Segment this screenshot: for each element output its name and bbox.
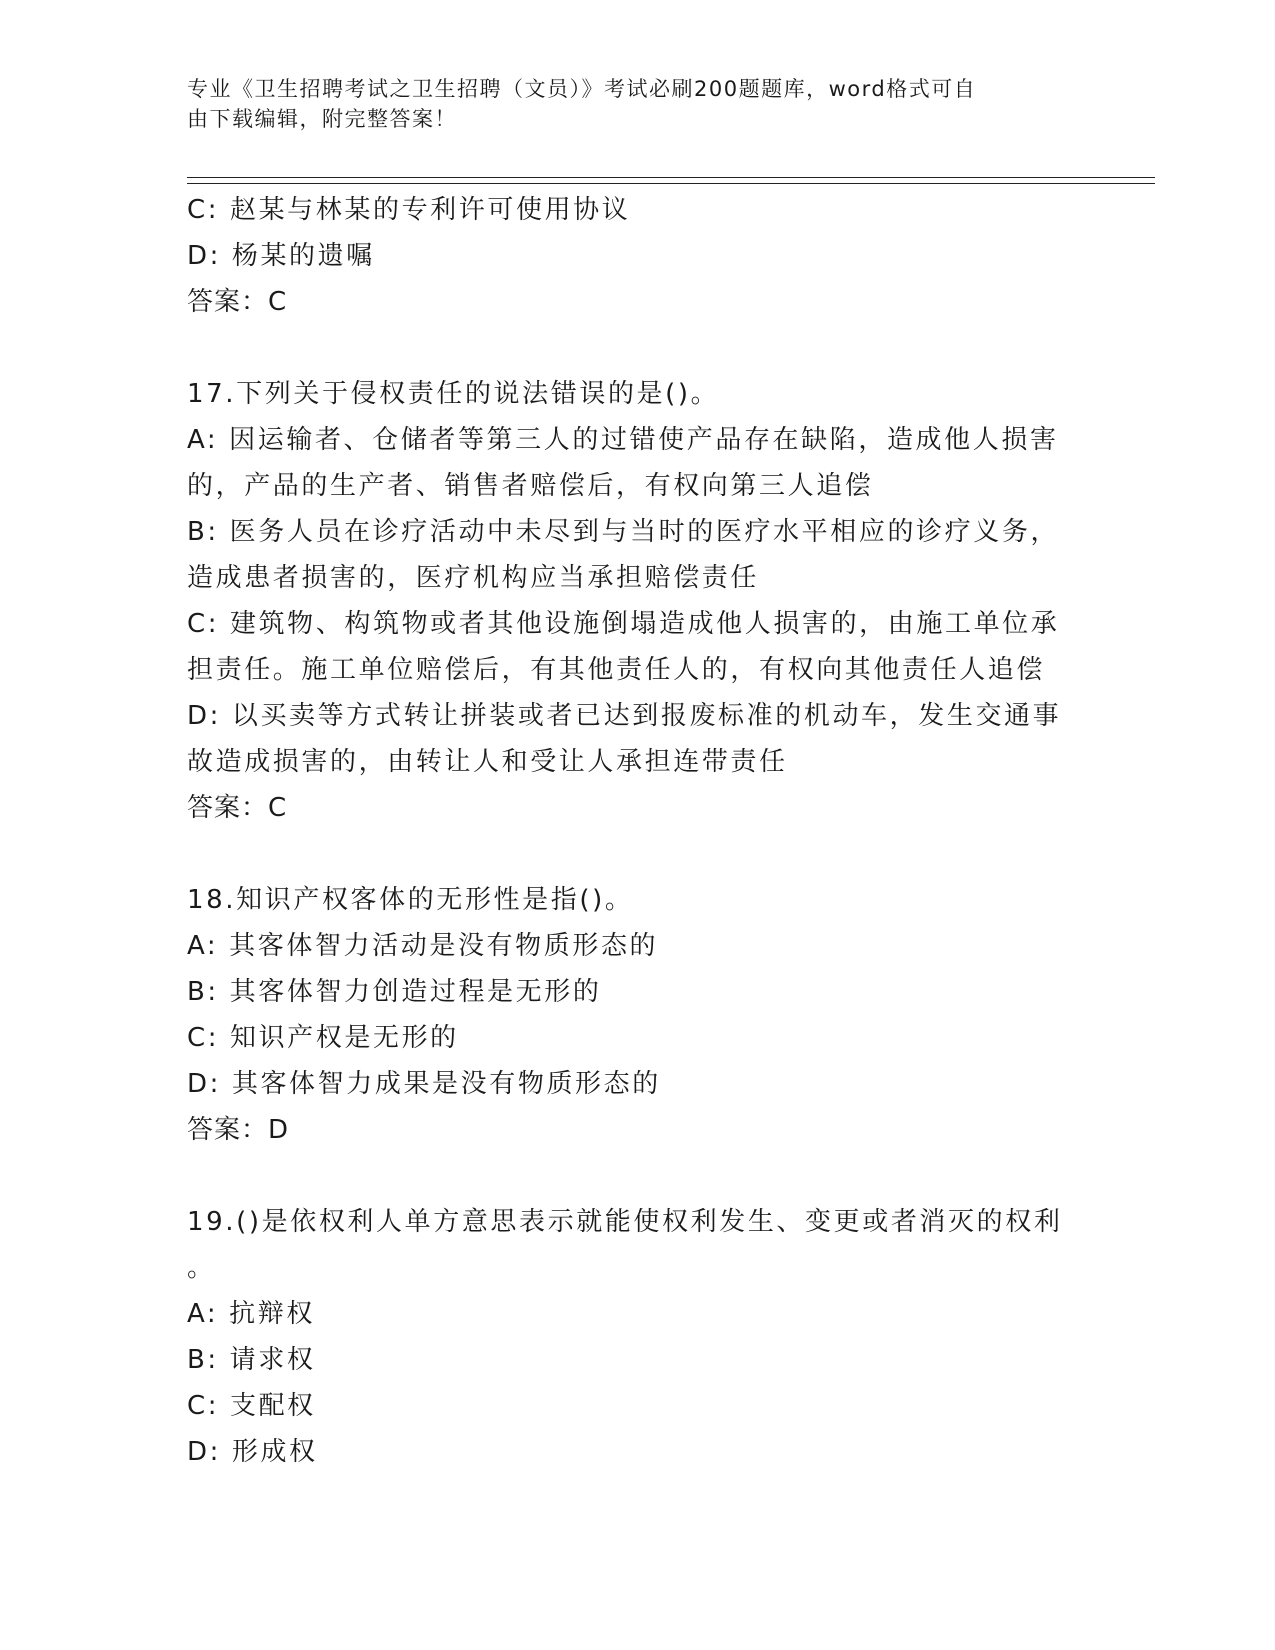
question-18-stem: 18.知识产权客体的无形性是指()。 — [187, 885, 634, 915]
question-17-option-a-line-1: A: 因运输者、仓储者等第三人的过错使产品存在缺陷，造成他人损害 — [187, 425, 1059, 455]
header-line-1: 专业《卫生招聘考试之卫生招聘（文员）》考试必刷200题题库，word格式可自 — [187, 77, 977, 101]
spacer — [187, 325, 1087, 371]
prev-option-c: C: 赵某与林某的专利许可使用协议 — [187, 195, 631, 225]
header-divider-top — [187, 177, 1155, 178]
question-18-option-c: C: 知识产权是无形的 — [187, 1023, 459, 1053]
question-19-stem-line-2: 。 — [187, 1253, 216, 1283]
question-17-option-c-line-2: 担责任。施工单位赔偿后，有其他责任人的，有权向其他责任人追偿 — [187, 655, 1046, 685]
question-19 — [187, 1199, 1087, 1475]
question-18-option-d: D: 其客体智力成果是没有物质形态的 — [187, 1069, 661, 1099]
spacer — [187, 1153, 1087, 1199]
question-17-option-b-line-2: 造成患者损害的，医疗机构应当承担赔偿责任 — [187, 563, 760, 593]
question-19-option-b: B: 请求权 — [187, 1345, 316, 1375]
question-19-option-c: C: 支配权 — [187, 1391, 316, 1421]
prev-option-d: D: 杨某的遗嘱 — [187, 241, 375, 271]
header-divider-bottom — [187, 183, 1155, 184]
question-18-option-a: A: 其客体智力活动是没有物质形态的 — [187, 931, 659, 961]
question-19-option-a: A: 抗辩权 — [187, 1299, 315, 1329]
question-17-option-b-line-1: B: 医务人员在诊疗活动中未尽到与当时的医疗水平相应的诊疗义务， — [187, 517, 1060, 547]
question-19-stem-line-1: 19.()是依权利人单方意思表示就能使权利发生、变更或者消灭的权利 — [187, 1207, 1063, 1237]
question-17-option-a-line-2: 的，产品的生产者、销售者赔偿后，有权向第三人追偿 — [187, 471, 874, 501]
header-line-2: 由下载编辑，附完整答案！ — [187, 107, 457, 131]
document-header — [187, 74, 1067, 134]
question-17-option-d-line-2: 故造成损害的，由转让人和受让人承担连带责任 — [187, 747, 788, 777]
question-17-option-c-line-1: C: 建筑物、构筑物或者其他设施倒塌造成他人损害的，由施工单位承 — [187, 609, 1060, 639]
question-17-stem: 17.下列关于侵权责任的说法错误的是()。 — [187, 379, 720, 409]
question-18-answer: 答案：D — [187, 1115, 290, 1145]
question-17 — [187, 371, 1087, 831]
document-body — [187, 187, 1087, 1475]
spacer — [187, 831, 1087, 877]
question-17-option-d-line-1: D: 以买卖等方式转让拼装或者已达到报废标准的机动车，发生交通事 — [187, 701, 1062, 731]
question-18 — [187, 877, 1087, 1153]
question-18-option-b: B: 其客体智力创造过程是无形的 — [187, 977, 602, 1007]
question-19-option-d: D: 形成权 — [187, 1437, 318, 1467]
question-17-answer: 答案：C — [187, 793, 288, 823]
prev-answer: 答案：C — [187, 287, 288, 317]
